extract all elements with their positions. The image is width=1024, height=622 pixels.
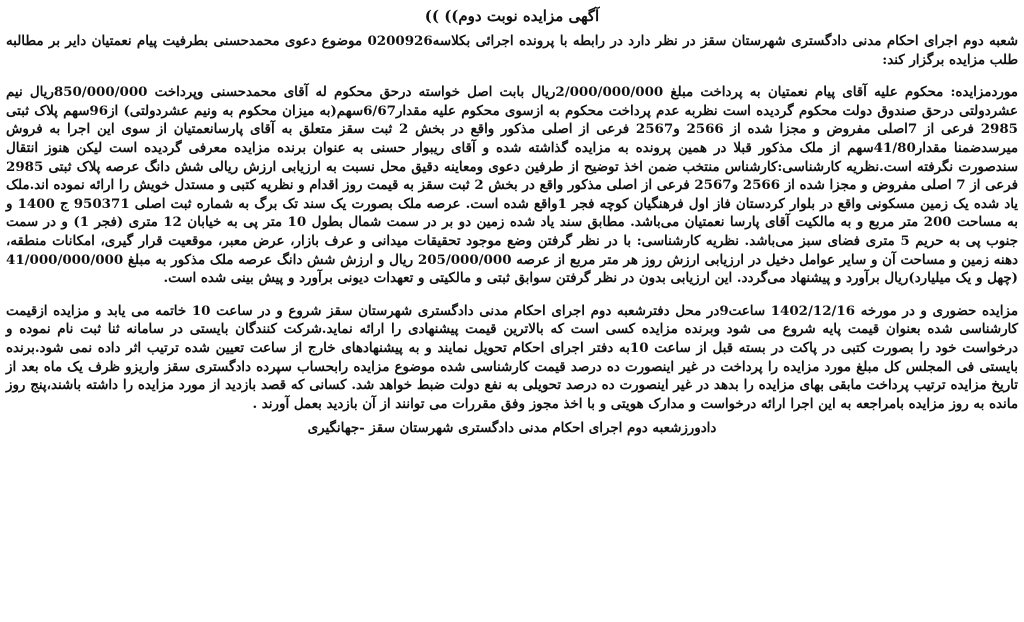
subject-label: موردمزایده: — [950, 84, 1018, 101]
expert-text: کارشناس منتخب ضمن اخذ توضیح از طرفین دعوی ومعاینه دقیق محل نسبت به ارزیابی ارزش ریالی شش دانگ عرصه پلاک ثبتی 2985 فرعی از 7 اصلی مفروض و مجزا شده از 2566 و2567 فرعی از اصلی مذکور واقع در بخش 2 ثبت سقز به قیمت روز اقدام و نظریه کتبی و مستدل خویش را ارائه نموده اند.ملک یاد شده یک زمین مسکونی واقع در بلوار کردستان فاز اول فرهنگیان کوچه فجر 1واقع شده است. عرصه ملک بصورت یک سند تک برگ به شماره ثبت اصلی 950371 ج 1400 و به مساحت 200 متر مربع و به مالکیت آقای پارسا نعمتیان می‌باشد. مطابق سند یاد شده زمین دو بر در سمت شمال بطول 10 متر پی به خیابان 12 متری (فجر 1) و در سمت جنوب پی به حریم 5 متری فضای سبز می‌باشد. نظریه کارشناسی: با در نظر گرفتن وضع موجود تحقیقات میدانی و عرف بازار، عرض معبر، موقعیت قرار گیری، امکانات منطقه، دهنه زمین و مساحت آن و سایر عوامل دخیل در ارزیابی ارزش روز هر متر مربع از عرصه 205/000/000 ریال و ارزش شش دانگ عرصه ملک مذکور به مبلغ 41/000/000/000 (چهل و یک میلیارد)ریال برآورد و پیشنهاد می‌گردد. این ارزیابی بدون در نظر گرفتن سوابق ثبتی و مالکیتی و تعهدات دیونی برآورد و پیش بینی شده است. — [6, 158, 1019, 287]
signature-line: دادورزشعبه دوم اجرای احکام مدنی دادگستری شهرستان سقز -جهانگیری — [307, 420, 717, 437]
notice-title: آگهی مزایده نوبت دوم)) )) — [424, 7, 600, 25]
subject-text: محکوم علیه آقای پیام نعمتیان به پرداخت مبلغ 2/000/000/000ریال بابت اصل خواسته درحق محکوم له آقای محمدحسنی وپرداخت 850/000/000ریال نیم عشردولتی درحق صندوق دولت محکوم گردیده است نظربه عدم پرداخت محکوم به ازسوی محکوم علیه مقدار6/67سهم(به میزان محکوم به ونیم عشردولتی) از96سهم پلاک ثبتی 2985 فرعی از 7اصلی مفروض و مجزا شده از 2566 و2567 فرعی از اصلی مذکور واقع در بخش 2 ثبت سقز متعلق به آقای پارسانعمتیان از سوی این اجرا به فروش میرسدضمنا مقدار41/80سهم از ملک مذکور قبلا در همین پرونده به مزایده گذاشته شده و آقای ریبوار حسنی به عنوان برنده مزایده معرفی گردیده است لیکن هنوز انتقال سندصورت نگرفته است. — [6, 84, 1018, 175]
paragraph-gap — [6, 69, 1018, 83]
auction-terms: مزایده حضوری و در مورخه 1402/12/16 ساعت9در محل دفترشعبه دوم اجرای احکام مدنی دادگستری شهرستان سقز شروع و در ساعت 10 خاتمه می یابد و مزایده ازقیمت کارشناسی شده بعنوان قیمت پایه شروع می شود وبرنده مزایده کسی است که بالاترین قیمت پیشنهادی را ارائه نماید.شرکت کنندگان بایستی در سامانه ثنا ثبت نام نموده و درخواست خود را بصورت کتبی در پاکت در بسته قبل از ساعت 10به دفتر اجرای احکام تحویل نمایند و به پیشنهادهای خارج از ساعت تعیین شده ترتیب اثر داده نمی شود.برنده بایستی فی المجلس کل مبلغ مورد مزایده را پرداخت در غیر اینصورت ده درصد قیمت کارشناسی شده موضوع مزایده رابحساب سپرده دادگستری سقز واریزو ظرف یک ماه بعد از تاریخ مزایده ترتیب پرداخت مابقی بهای مزایده را بدهد در غیر اینصورت ده درصد تحویلی به نفع دولت ضبط خواهد شد. کسانی که قصد بازدید از مورد مزایده را داشته باشند،پنج روز مانده به روز مزایده بامراجعه به این اجرا ارائه درخواست و مدارک هویتی و با اخذ مجوز وفق مقررات می توانند از آن بازدید بعمل آورند . — [6, 302, 1018, 412]
paragraph-gap — [6, 288, 1018, 302]
auction-notice — [6, 4, 1018, 618]
subject-paragraph — [6, 83, 1018, 288]
expert-label: نظریه کارشناسی: — [777, 158, 880, 175]
notice-intro: شعبه دوم اجرای احکام مدنی دادگستری شهرستان سقز در نظر دارد در رابطه با پرونده اجرائی بکلاسه0200926 موضوع دعوی محمدحسنی بطرفیت پیام نعمتیان دایر بر مطالبه طلب مزایده برگزار کند: — [6, 33, 1018, 68]
